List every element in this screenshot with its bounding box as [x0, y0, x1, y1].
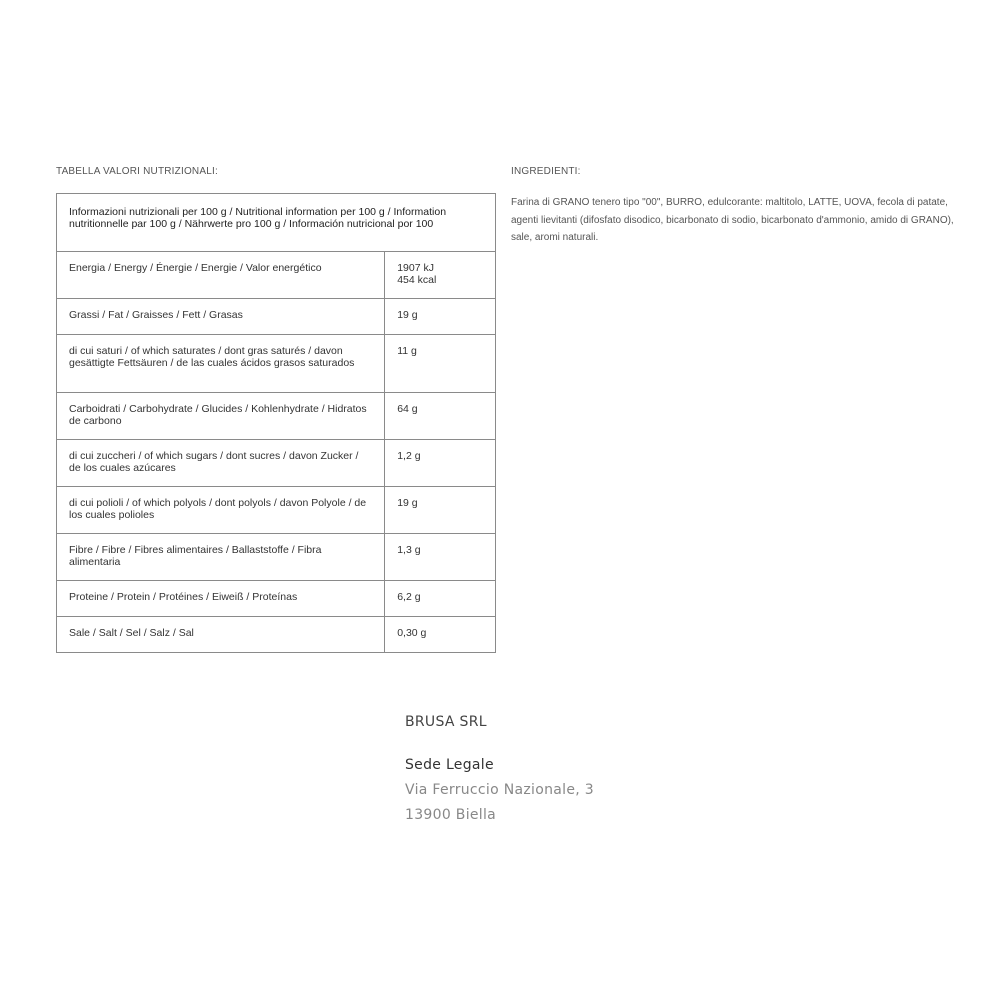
table-row [57, 335, 496, 393]
nutrient-label: Fibre / Fibre / Fibres alimentaires / Ballaststoffe / Fibra alimentaria [57, 534, 385, 581]
nutrient-label: Sale / Salt / Sel / Salz / Sal [57, 617, 385, 653]
address-city: 13900 Biella [405, 807, 497, 823]
address-street: Via Ferruccio Nazionale, 3 [405, 782, 594, 798]
registered-office-label: Sede Legale [405, 757, 494, 773]
nutrient-value: 64 g [385, 393, 496, 440]
company-info [405, 714, 594, 828]
nutrient-label: di cui polioli / of which polyols / dont polyols / davon Polyole / de los cuales polioles [57, 487, 385, 534]
nutrient-value: 0,30 g [385, 617, 496, 653]
table-row [57, 299, 496, 335]
nutrient-value: 19 g [385, 487, 496, 534]
table-header-cell: Informazioni nutrizionali per 100 g / Nutritional information per 100 g / Information nutritionnelle par 100 g / Nährwerte pro 100 g / Información nutricional por 100 [57, 194, 496, 252]
table-row [57, 252, 496, 299]
nutrient-value: 11 g [385, 335, 496, 393]
ingredients-text: Farina di GRANO tenero tipo "00", BURRO, edulcorante: maltitolo, LATTE, UOVA, fecola di patate, agenti lievitanti (difosfato disodico, bicarbonato di sodio, bicarbonato d'ammonio, amido di GRANO), sale, aromi naturali. [511, 197, 954, 243]
nutrition-table-title: TABELLA VALORI NUTRIZIONALI: [56, 166, 218, 177]
nutrient-label: Energia / Energy / Énergie / Energie / Valor energético [57, 252, 385, 299]
nutrient-value: 1,3 g [385, 534, 496, 581]
nutrition-table [56, 193, 496, 653]
nutrient-value: 1,2 g [385, 440, 496, 487]
nutrient-value: 6,2 g [385, 581, 496, 617]
nutrient-value: 19 g [385, 299, 496, 335]
nutrient-label: di cui zuccheri / of which sugars / dont sucres / davon Zucker / de los cuales azúcares [57, 440, 385, 487]
energy-kj-value: 1907 kJ [397, 262, 434, 274]
table-row [57, 581, 496, 617]
table-row [57, 617, 496, 653]
company-name: BRUSA SRL [405, 714, 487, 730]
energy-kcal-value: 454 kcal [397, 273, 437, 286]
table-header-row [57, 194, 496, 252]
table-row [57, 440, 496, 487]
table-row [57, 534, 496, 581]
nutrient-label: di cui saturi / of which saturates / dont gras saturés / davon gesättigte Fettsäuren / de las cuales ácidos grasos saturados [57, 335, 385, 393]
table-row [57, 487, 496, 534]
nutrient-label: Grassi / Fat / Graisses / Fett / Grasas [57, 299, 385, 335]
ingredients-title: INGREDIENTI: [511, 166, 581, 177]
nutrient-label: Carboidrati / Carbohydrate / Glucides / Kohlenhydrate / Hidratos de carbono [57, 393, 385, 440]
nutrient-value [385, 252, 496, 299]
nutrient-label: Proteine / Protein / Protéines / Eiweiß / Proteínas [57, 581, 385, 617]
table-row [57, 393, 496, 440]
